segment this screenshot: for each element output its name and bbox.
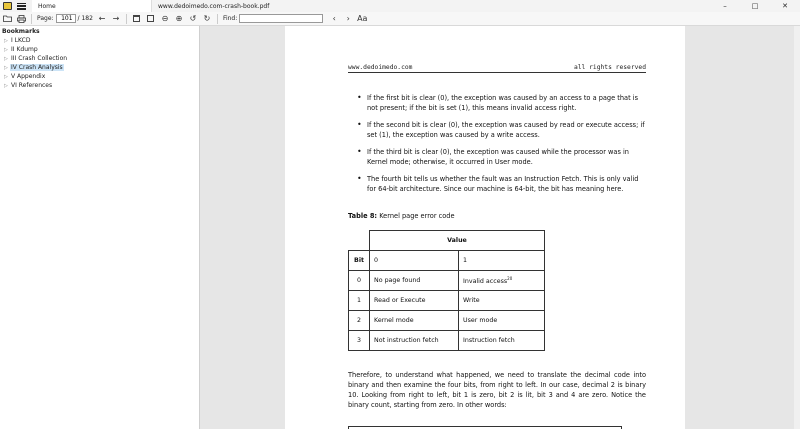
table-row bbox=[349, 271, 545, 291]
bookmark-label: V Appendix bbox=[11, 73, 46, 80]
toolbar bbox=[0, 12, 800, 26]
rotate-right-icon[interactable]: ↻ bbox=[203, 14, 211, 23]
document-viewer[interactable] bbox=[201, 26, 800, 429]
toolbar-separator bbox=[217, 14, 218, 24]
table-row bbox=[349, 331, 545, 351]
bit-header: Bit bbox=[349, 251, 370, 271]
table-row bbox=[349, 311, 545, 331]
toolbar-separator bbox=[31, 14, 32, 24]
table-caption bbox=[348, 211, 455, 221]
col-zero-header: 0 bbox=[370, 251, 459, 271]
tab-home-label: Home bbox=[38, 2, 56, 10]
maximize-icon: □ bbox=[751, 2, 759, 10]
page-total: / 182 bbox=[77, 15, 93, 22]
title-bar bbox=[0, 0, 800, 12]
bookmark-label: IV Crash Analysis bbox=[11, 64, 63, 71]
expand-arrow-icon[interactable]: ▷ bbox=[4, 55, 8, 62]
zero-cell: Read or Execute bbox=[370, 291, 459, 311]
expand-arrow-icon[interactable]: ▷ bbox=[4, 64, 8, 71]
print-icon[interactable] bbox=[14, 13, 28, 25]
page-label: Page: bbox=[37, 15, 54, 22]
table-row bbox=[349, 291, 545, 311]
one-cell: Write bbox=[459, 291, 545, 311]
bookmark-label: I LKCD bbox=[11, 37, 31, 44]
bookmarks-header: Bookmarks bbox=[2, 27, 40, 35]
bookmark-item-crash-collection[interactable] bbox=[0, 54, 199, 63]
list-item: • If the third bit is clear (0), the exception was caused while the processor was in Kernel mode; otherwise, it occurred in User mode. bbox=[357, 147, 649, 167]
minimize-icon: – bbox=[723, 2, 727, 10]
close-button[interactable] bbox=[770, 0, 800, 12]
table-caption-text: Kernel page error code bbox=[379, 212, 455, 220]
col-one-header: 1 bbox=[459, 251, 545, 271]
table-row bbox=[349, 251, 545, 271]
arrow-right-icon[interactable]: → bbox=[112, 14, 120, 23]
bookmark-item-kdump[interactable] bbox=[0, 45, 199, 54]
one-cell-text: Invalid access bbox=[463, 278, 508, 285]
open-folder-icon[interactable] bbox=[0, 13, 14, 25]
bullet-list bbox=[357, 93, 649, 201]
page-error-table bbox=[348, 230, 545, 351]
bookmarks-panel bbox=[0, 26, 200, 429]
one-cell: Instruction fetch bbox=[459, 331, 545, 351]
vertical-scrollbar[interactable] bbox=[794, 26, 800, 429]
bookmark-label: VI References bbox=[11, 82, 53, 89]
page-number-input[interactable] bbox=[56, 14, 76, 23]
zoom-in-icon[interactable]: ⊕ bbox=[175, 14, 183, 23]
bit-cell: 0 bbox=[349, 271, 370, 291]
maximize-button[interactable] bbox=[740, 0, 770, 12]
fit-width-icon[interactable] bbox=[130, 13, 144, 25]
list-item: • If the second bit is clear (0), the exception was caused by read or execute access; if set (1), the exception was caused by a write access. bbox=[357, 120, 649, 140]
fit-page-icon[interactable] bbox=[144, 13, 158, 25]
find-next-icon[interactable]: › bbox=[346, 14, 350, 23]
bookmark-item-appendix[interactable] bbox=[0, 72, 199, 81]
bookmark-item-references[interactable] bbox=[0, 81, 199, 90]
expand-arrow-icon[interactable]: ▷ bbox=[4, 73, 8, 80]
tab-home[interactable] bbox=[32, 0, 152, 12]
toolbar-separator bbox=[126, 14, 127, 24]
menu-icon[interactable] bbox=[17, 3, 26, 10]
list-item: • The fourth bit tells us whether the fault was an Instruction Fetch. This is only valid for 64-bit architecture. Since our machine is 64-bit, the bit has meaning here. bbox=[357, 174, 649, 194]
body-paragraph: Therefore, to understand what happened, we need to translate the decimal code into binary and then examine the four bits, from right to left. In our case, decimal 2 is binary 10. Looking from right to left, bit 1 is zero, bit 2 is lit, bit 3 and 4 are zero. Notice the binary count, starting from zero. In other words: bbox=[348, 371, 646, 409]
bit-cell: 2 bbox=[349, 311, 370, 331]
expand-arrow-icon[interactable]: ▷ bbox=[4, 82, 8, 89]
page-header-left: www.dedoimedo.com bbox=[348, 64, 413, 71]
bit-cell: 3 bbox=[349, 331, 370, 351]
bookmark-item-crash-analysis[interactable] bbox=[0, 63, 199, 72]
find-label: Find: bbox=[222, 15, 238, 22]
bookmark-item-lkcd[interactable] bbox=[0, 36, 199, 45]
expand-arrow-icon[interactable]: ▷ bbox=[4, 37, 8, 44]
table-caption-number: Table 8: bbox=[348, 212, 378, 220]
match-case-icon[interactable] bbox=[355, 13, 369, 25]
expand-arrow-icon[interactable]: ▷ bbox=[4, 46, 8, 53]
page-header bbox=[348, 64, 646, 73]
close-icon: ✕ bbox=[782, 2, 788, 10]
list-item: • If the first bit is clear (0), the exception was caused by an access to a page that is not present; if the bit is set (1), this means invalid access right. bbox=[357, 93, 649, 113]
match-case-label: Aa bbox=[357, 14, 368, 23]
arrow-left-icon[interactable]: ← bbox=[98, 14, 106, 23]
minimize-button[interactable] bbox=[710, 0, 740, 12]
tab-document[interactable] bbox=[152, 0, 272, 12]
zero-cell: No page found bbox=[370, 271, 459, 291]
bookmark-label: III Crash Collection bbox=[11, 55, 68, 62]
pdf-page bbox=[285, 26, 685, 429]
one-cell bbox=[459, 271, 545, 291]
bookmark-label: II Kdump bbox=[11, 46, 38, 53]
zero-cell: Kernel mode bbox=[370, 311, 459, 331]
value-header: Value bbox=[370, 231, 545, 251]
zoom-out-icon[interactable]: ⊖ bbox=[161, 14, 169, 23]
footnote-ref[interactable]: 20 bbox=[507, 276, 513, 281]
bit-cell: 1 bbox=[349, 291, 370, 311]
one-cell: User mode bbox=[459, 311, 545, 331]
find-previous-icon[interactable]: ‹ bbox=[332, 14, 336, 23]
tab-document-label: www.dedoimedo.com-crash-book.pdf bbox=[158, 2, 270, 10]
table-row bbox=[349, 231, 545, 251]
find-input[interactable] bbox=[239, 14, 323, 23]
zero-cell: Not instruction fetch bbox=[370, 331, 459, 351]
page-header-right: all rights reserved bbox=[573, 64, 646, 71]
rotate-left-icon[interactable]: ↺ bbox=[189, 14, 197, 23]
app-logo-icon bbox=[3, 2, 12, 10]
table-corner-cell bbox=[349, 231, 370, 251]
